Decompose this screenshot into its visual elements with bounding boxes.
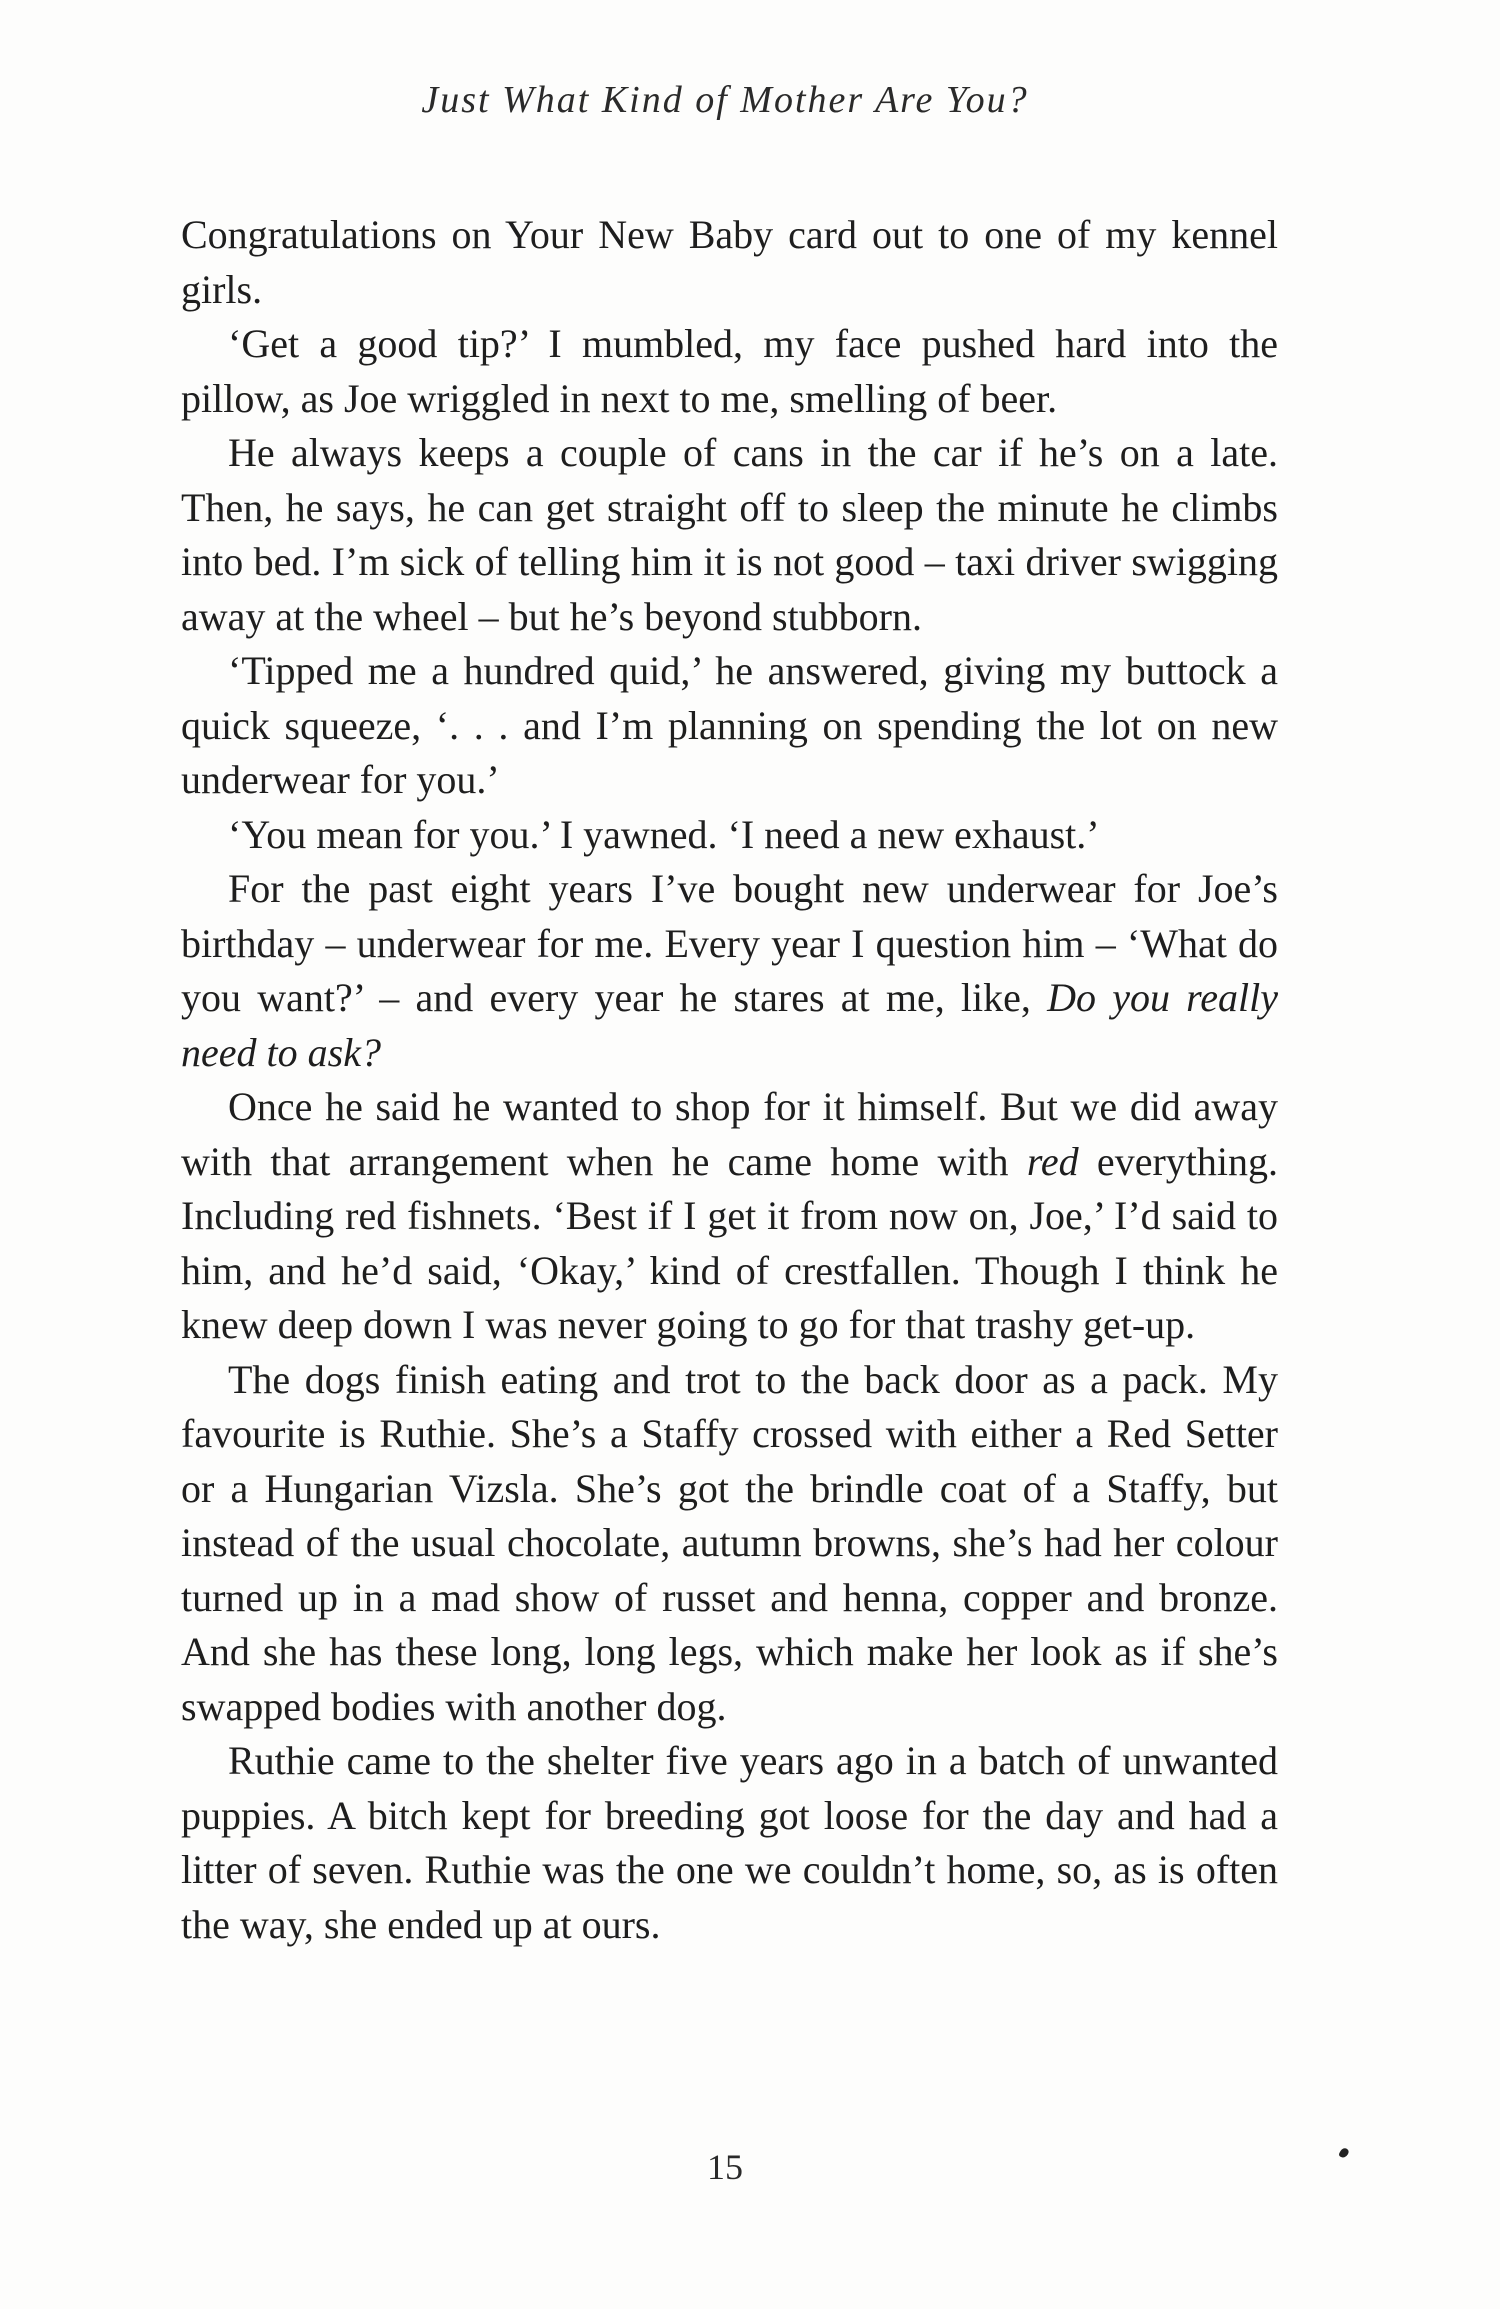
paragraph: Ruthie came to the shelter five years ago in a batch of unwanted puppies. A bitch kept for breeding got loose for the day and had a litter of seven. Ruthie was the one we couldn’t home, so, as is often the way, she ended up at ours. — [181, 1738, 1278, 1947]
body-text — [181, 208, 1278, 1952]
paragraph: The dogs finish eating and trot to the back door as a pack. My favourite is Ruthie. She’s a Staffy crossed with either a Red Setter or a Hungarian Vizsla. She’s got the brindle coat of a Staffy, but instead of the usual chocolate, autumn browns, she’s had her colour turned up in a mad show of russet and henna, copper and bronze. And she has these long, long legs, which make her look as if she’s swapped bodies with another dog. — [181, 1356, 1278, 1729]
paragraph: ‘Get a good tip?’ I mumbled, my face pushed hard into the pillow, as Joe wriggled in next to me, smelling of beer. — [181, 321, 1278, 421]
italic-text: red — [1026, 1138, 1079, 1184]
paragraph-text: everything. Including red fishnets. ‘Best if I get it from now on, Joe,’ I’d said to him, and he’d said, ‘Okay,’ kind of crestfallen. Though I think he knew deep down I was never going to go for that trashy get-up. — [181, 1138, 1278, 1347]
paragraph — [181, 1080, 1278, 1353]
paragraph — [181, 862, 1278, 1080]
paragraph-text: Once he said he wanted to shop for it himself. But we did away with that arrangement when he came home with — [181, 1084, 1278, 1184]
page-number: 15 — [707, 2147, 743, 2187]
italic-text: Do you really need to ask? — [181, 975, 1279, 1075]
paragraph: ‘You mean for you.’ I yawned. ‘I need a new exhaust.’ — [228, 811, 1100, 857]
paragraph: He always keeps a couple of cans in the car if he’s on a late. Then, he says, he can get straight off to sleep the minute he climbs into bed. I’m sick of telling him it is not good – taxi driver swigging away at the wheel – but he’s beyond stubborn. — [181, 430, 1278, 639]
paragraph: ‘Tipped me a hundred quid,’ he answered, giving my buttock a quick squeeze, ‘. . . and I’m planning on spending the lot on new underwear for you.’ — [181, 648, 1278, 802]
paragraph-continued: Congratulations on Your New Baby card out to one of my kennel girls. — [181, 212, 1278, 312]
running-head: Just What Kind of Mother Are You? — [421, 79, 1029, 121]
paragraph-text: For the past eight years I’ve bought new underwear for Joe’s birthday – underwear for me. Every year I question him – ‘What do you want?’ – and every year he stares at me, like, — [181, 866, 1278, 1020]
